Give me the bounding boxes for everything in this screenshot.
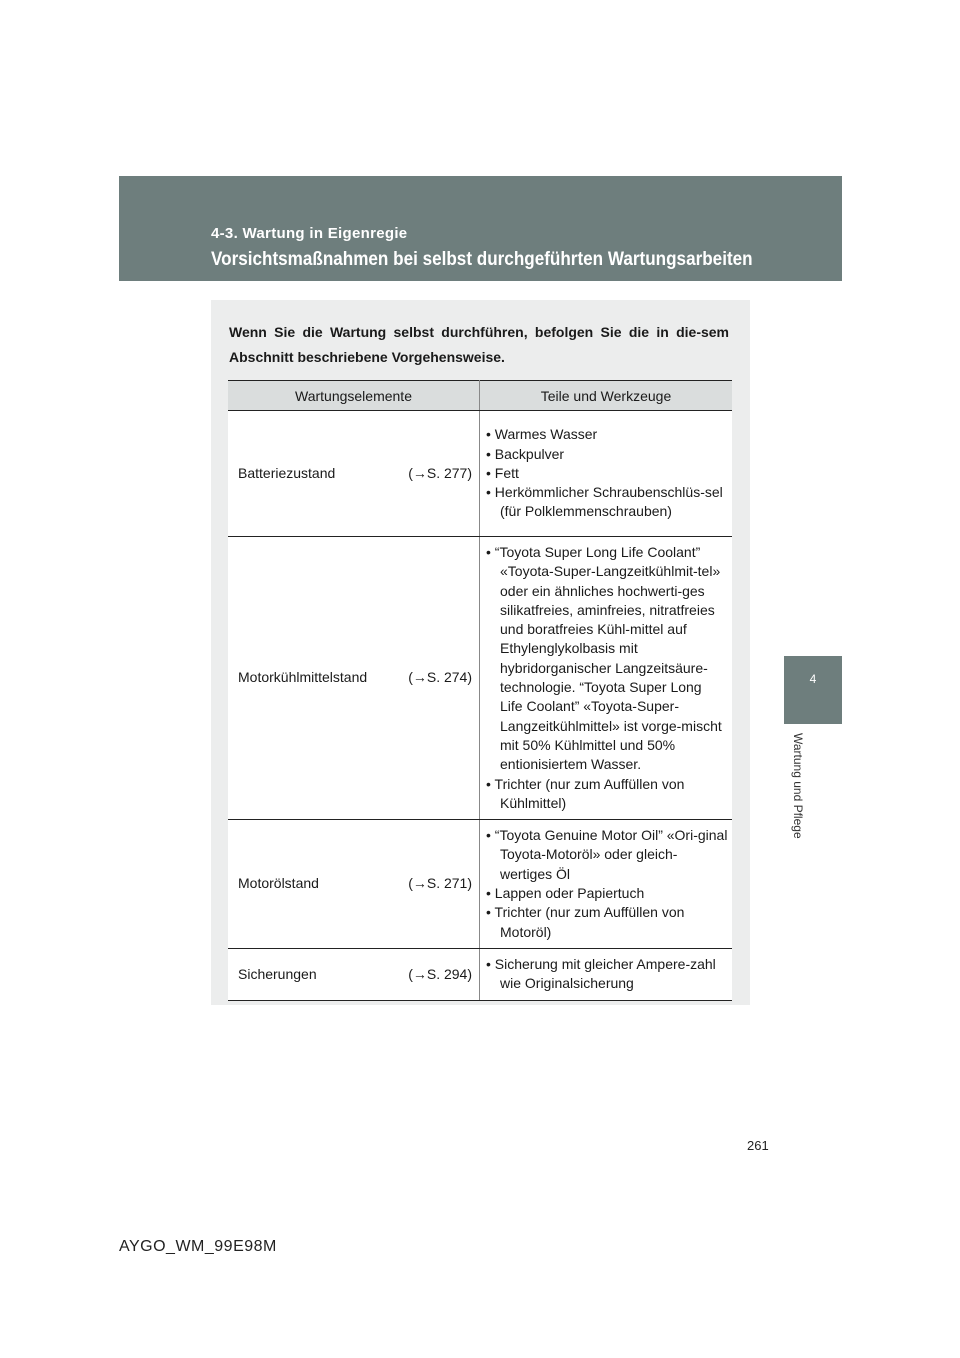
- element-cell: [228, 948, 480, 1000]
- tool-item: • Fett: [486, 464, 519, 481]
- element-name: Sicherungen: [238, 965, 317, 982]
- tools-cell: [480, 537, 733, 820]
- table-header-row: [228, 381, 732, 411]
- chapter-tab[interactable]: [784, 656, 842, 724]
- table-row: [228, 820, 732, 949]
- element-cell: [228, 411, 480, 537]
- tool-item: • Backpulver: [486, 445, 565, 462]
- page-reference: (→S. 274): [408, 669, 472, 686]
- maintenance-table: [228, 380, 732, 1001]
- page-reference: (→S. 277): [408, 464, 472, 481]
- table-row: [228, 411, 732, 537]
- tool-item: • Sicherung mit gleicher Ampere-zahl wie Originalsicherung: [486, 955, 716, 992]
- tools-cell: [480, 948, 733, 1000]
- tool-item: • Herkömmlicher Schraubenschlüs-sel (für Polklemmenschrauben): [486, 484, 723, 520]
- table-row: [228, 948, 732, 1000]
- column-header-elements: Wartungselemente: [228, 381, 480, 411]
- intro-text: Wenn Sie die Wartung selbst durchführen, befolgen Sie die in die-sem Abschnitt beschriebene Vorgehensweise.: [229, 324, 729, 365]
- document-code: AYGO_WM_99E98M: [119, 1238, 277, 1255]
- element-cell: [228, 820, 480, 949]
- tool-item: • Lappen oder Papiertuch: [486, 885, 645, 902]
- element-name: Batteriezustand: [238, 464, 336, 481]
- chapter-number: 4: [809, 672, 817, 686]
- tools-cell: [480, 820, 733, 949]
- tool-item: • “Toyota Super Long Life Coolant” «Toyota-Super-Langzeitkühlmit-tel» oder ein ähnliches hochwerti-ges silikatfreies, aminfreies, nitratfreies und boratfreies Kühl-mittel auf Ethylenglykolbasis mit hybridorganischer Langzeitsäure-technologie. “Toyota Super Long Life Coolant” «Toyota-Super-Langzeitkühlmittel» ist vorge-mischt mit 50% Kühlmittel und 50% entionisiertem Wasser.: [486, 544, 722, 773]
- tool-item: • Trichter (nur zum Auffüllen von Kühlmittel): [486, 775, 685, 811]
- tool-item: • Warmes Wasser: [486, 426, 598, 443]
- table-row: [228, 537, 732, 820]
- tool-item: • Trichter (nur zum Auffüllen von Motoröl): [486, 904, 685, 940]
- page-reference: (→S. 271): [408, 875, 472, 892]
- section-label: 4-3. Wartung in Eigenregie: [211, 225, 408, 242]
- page-title: Vorsichtsmaßnahmen bei selbst durchgeführten Wartungsarbeiten: [211, 249, 753, 270]
- element-name: Motorkühlmittelstand: [238, 669, 368, 686]
- page-number: 261: [747, 1138, 769, 1153]
- page-reference: (→S. 294): [408, 965, 472, 982]
- chapter-label: Wartung und Pflege: [791, 733, 805, 839]
- tools-cell: [480, 411, 733, 537]
- tool-item: • “Toyota Genuine Motor Oil” «Ori-ginal Toyota-Motoröl» oder gleich-wertiges Öl: [486, 827, 728, 882]
- element-cell: [228, 537, 480, 820]
- element-name: Motorölstand: [238, 875, 319, 892]
- column-header-tools: Teile und Werkzeuge: [480, 381, 733, 411]
